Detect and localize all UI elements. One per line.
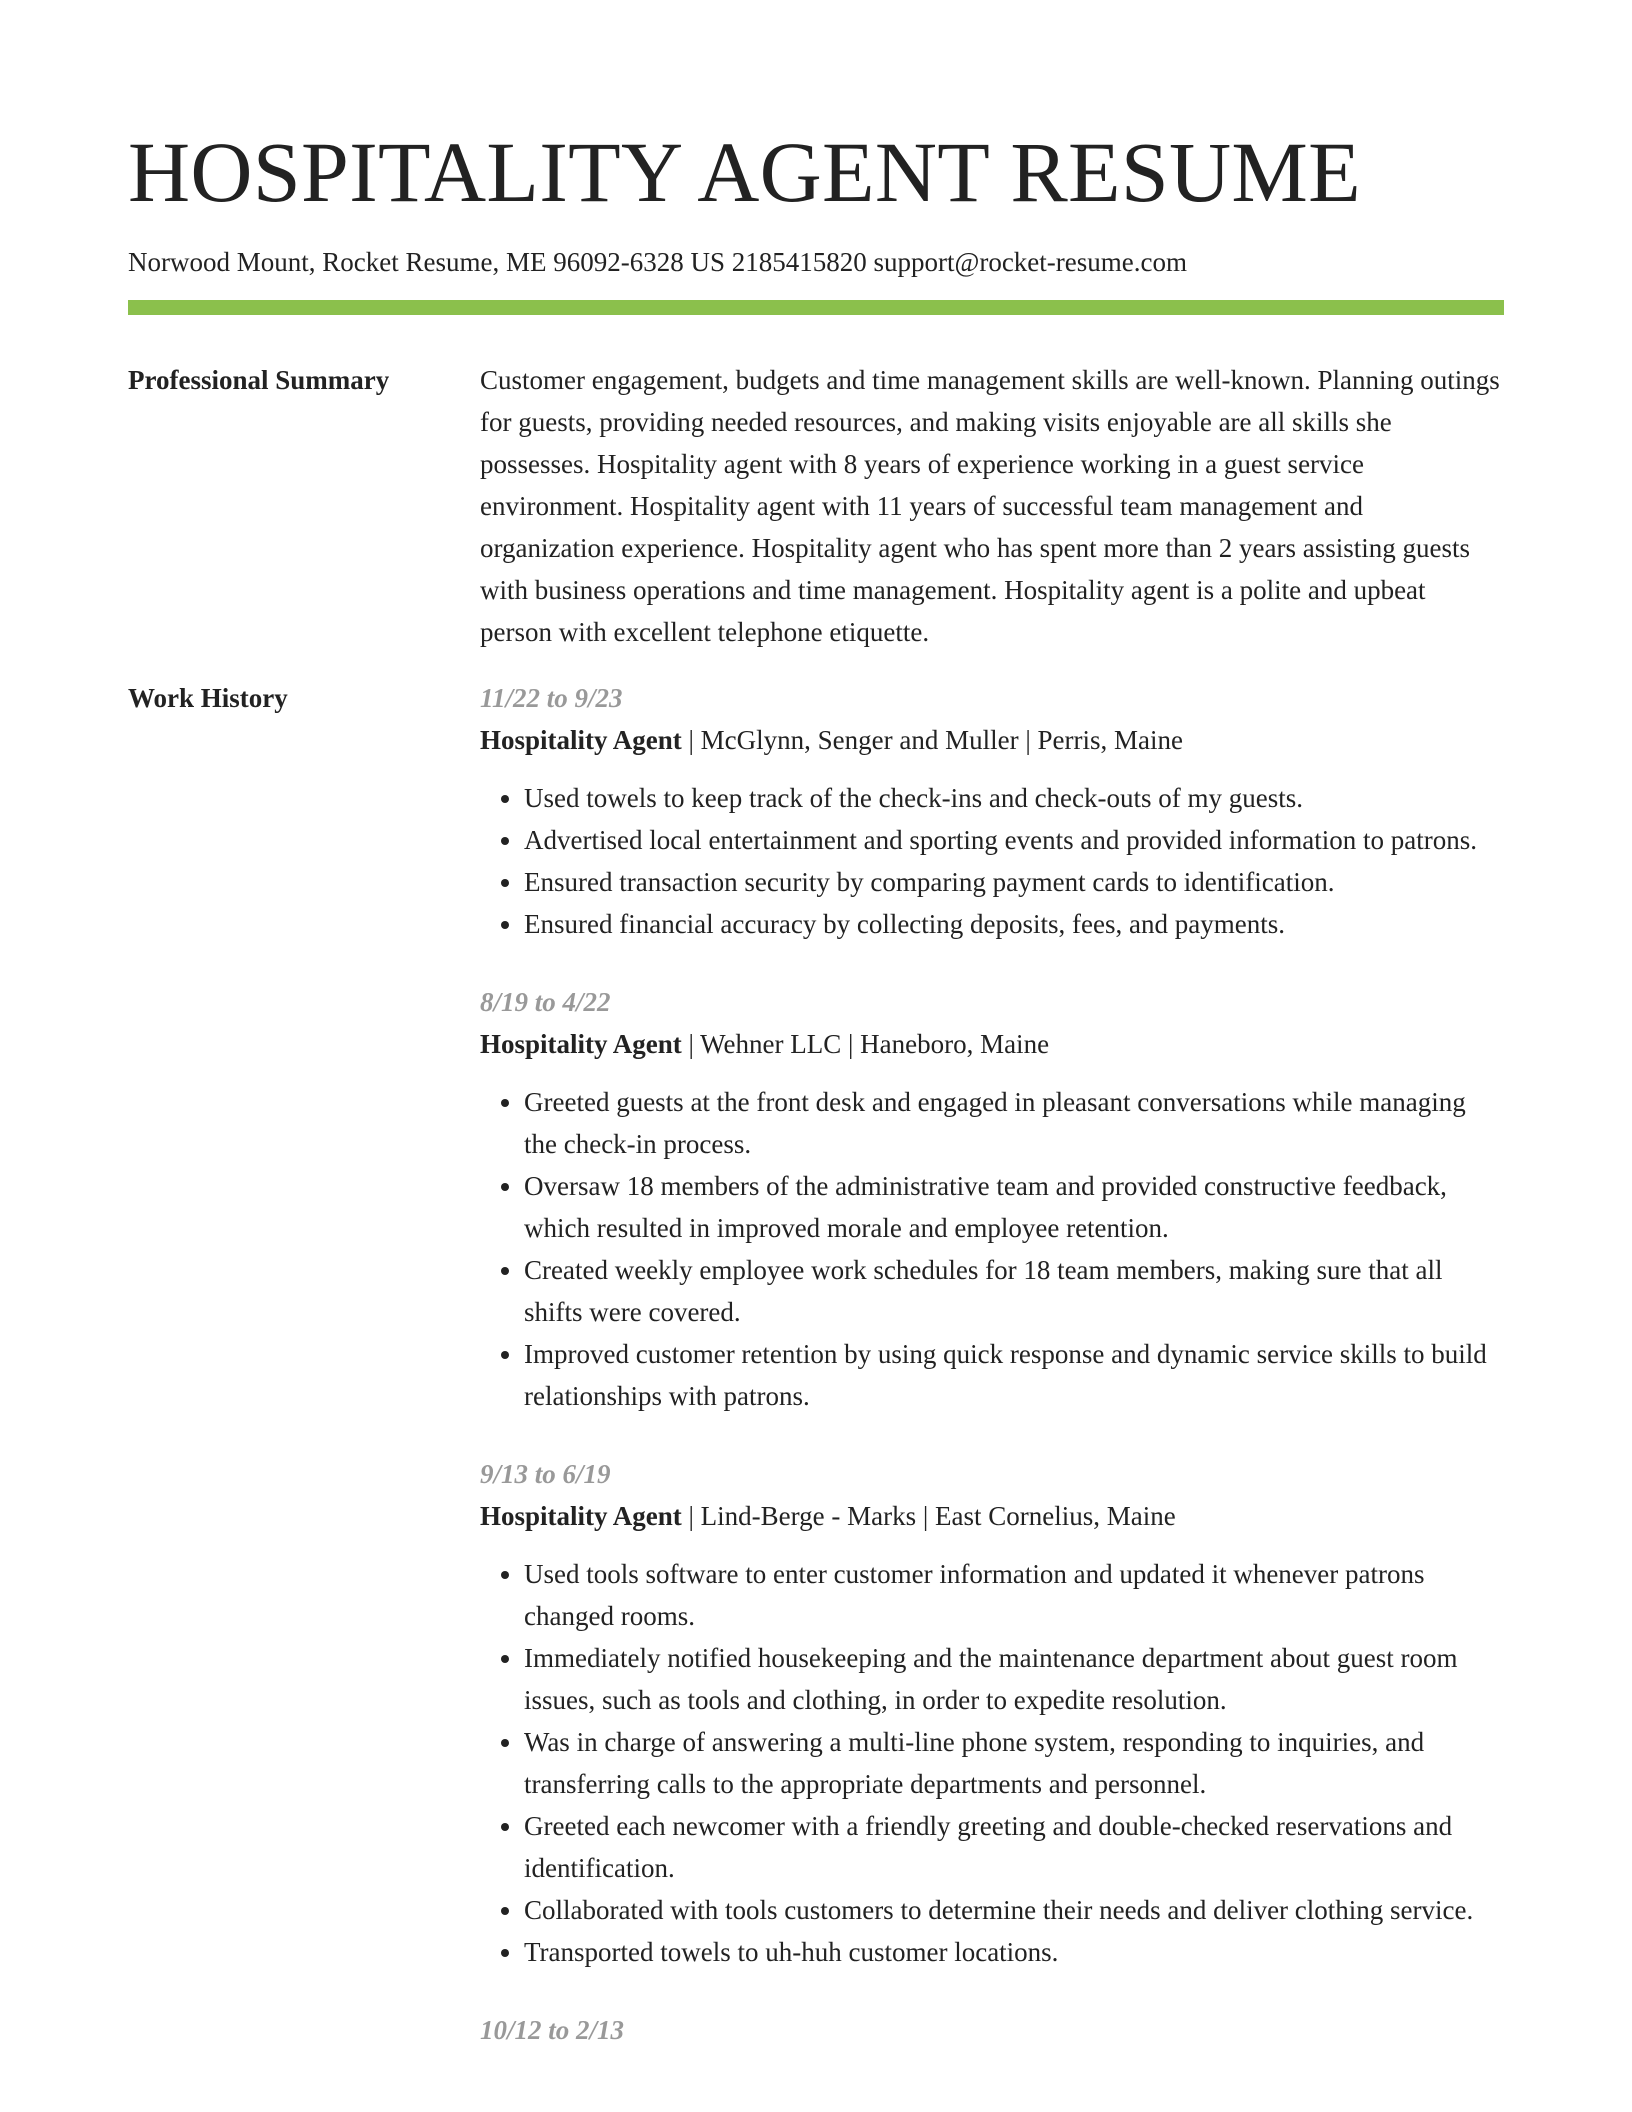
job-duty: • Ensured financial accuracy by collecting deposits, fees, and payments. xyxy=(524,903,1504,945)
contact-line: Norwood Mount, Rocket Resume, ME 96092-6328 US 2185415820 support@rocket-resume.com xyxy=(128,247,1187,277)
resume-page xyxy=(128,0,1504,2087)
job-employer-location: | Lind-Berge - Marks | East Cornelius, Maine xyxy=(681,1501,1176,1531)
resume-title: HOSPITALITY AGENT RESUME xyxy=(128,124,1361,220)
job-title: Hospitality Agent xyxy=(480,1029,682,1059)
work-history-list xyxy=(480,677,1504,2087)
job-duty: • Created weekly employee work schedules for 18 team members, making sure that all shifts were covered. xyxy=(524,1249,1504,1333)
job-duty: • Used towels to keep track of the check-ins and check-outs of my guests. xyxy=(524,777,1504,819)
job-duties-list xyxy=(480,1553,1504,1973)
job-header xyxy=(480,719,1504,761)
job-duty: • Greeted each newcomer with a friendly greeting and double-checked reservations and identification. xyxy=(524,1805,1504,1889)
job-duty: • Used tools software to enter customer information and updated it whenever patrons changed rooms. xyxy=(524,1553,1504,1637)
job-duty: • Ensured transaction security by comparing payment cards to identification. xyxy=(524,861,1504,903)
professional-summary-text: Customer engagement, budgets and time management skills are well-known. Planning outings for guests, providing needed resources, and making visits enjoyable are all skills she possesses. Hospitality agent with 8 years of experience working in a guest service environment. Hospitality agent with 11 years of successful team management and organization experience. Hospitality agent who has spent more than 2 years assisting guests with business operations and time management. Hospitality agent is a polite and upbeat person with excellent telephone etiquette. xyxy=(480,365,1500,647)
work-history-heading: Work History xyxy=(128,683,288,713)
job-dates: 8/19 to 4/22 xyxy=(480,987,611,1017)
job-duty: • Improved customer retention by using quick response and dynamic service skills to build relationships with patrons. xyxy=(524,1333,1504,1417)
work-history-section xyxy=(128,677,1504,2087)
job-duty: • Was in charge of answering a multi-line phone system, responding to inquiries, and transferring calls to the appropriate departments and personnel. xyxy=(524,1721,1504,1805)
job-entry xyxy=(480,1453,1504,1973)
job-entry xyxy=(480,2009,1504,2051)
job-title: Hospitality Agent xyxy=(480,725,682,755)
job-title: Hospitality Agent xyxy=(480,1501,682,1531)
job-duty: • Greeted guests at the front desk and engaged in pleasant conversations while managing the check-in process. xyxy=(524,1081,1504,1165)
job-dates: 9/13 to 6/19 xyxy=(480,1459,611,1489)
job-duty: • Transported towels to uh-huh customer locations. xyxy=(524,1931,1504,1973)
job-employer-location: | Wehner LLC | Haneboro, Maine xyxy=(681,1029,1050,1059)
job-duty: • Advertised local entertainment and sporting events and provided information to patrons. xyxy=(524,819,1504,861)
job-employer-location: | McGlynn, Senger and Muller | Perris, Maine xyxy=(681,725,1183,755)
job-duties-list xyxy=(480,777,1504,945)
job-duty: • Oversaw 18 members of the administrative team and provided constructive feedback, which resulted in improved morale and employee retention. xyxy=(524,1165,1504,1249)
job-duty: • Immediately notified housekeeping and the maintenance department about guest room issues, such as tools and clothing, in order to expedite resolution. xyxy=(524,1637,1504,1721)
job-header xyxy=(480,1023,1504,1065)
job-duty: • Collaborated with tools customers to determine their needs and deliver clothing service. xyxy=(524,1889,1504,1931)
job-dates: 11/22 to 9/23 xyxy=(480,683,623,713)
job-duties-list xyxy=(480,1081,1504,1417)
accent-divider xyxy=(128,300,1504,315)
professional-summary-section xyxy=(128,359,1504,653)
job-dates: 10/12 to 2/13 xyxy=(480,2015,625,2045)
job-header xyxy=(480,1495,1504,1537)
job-entry xyxy=(480,981,1504,1417)
job-entry xyxy=(480,677,1504,945)
professional-summary-heading: Professional Summary xyxy=(128,365,390,395)
